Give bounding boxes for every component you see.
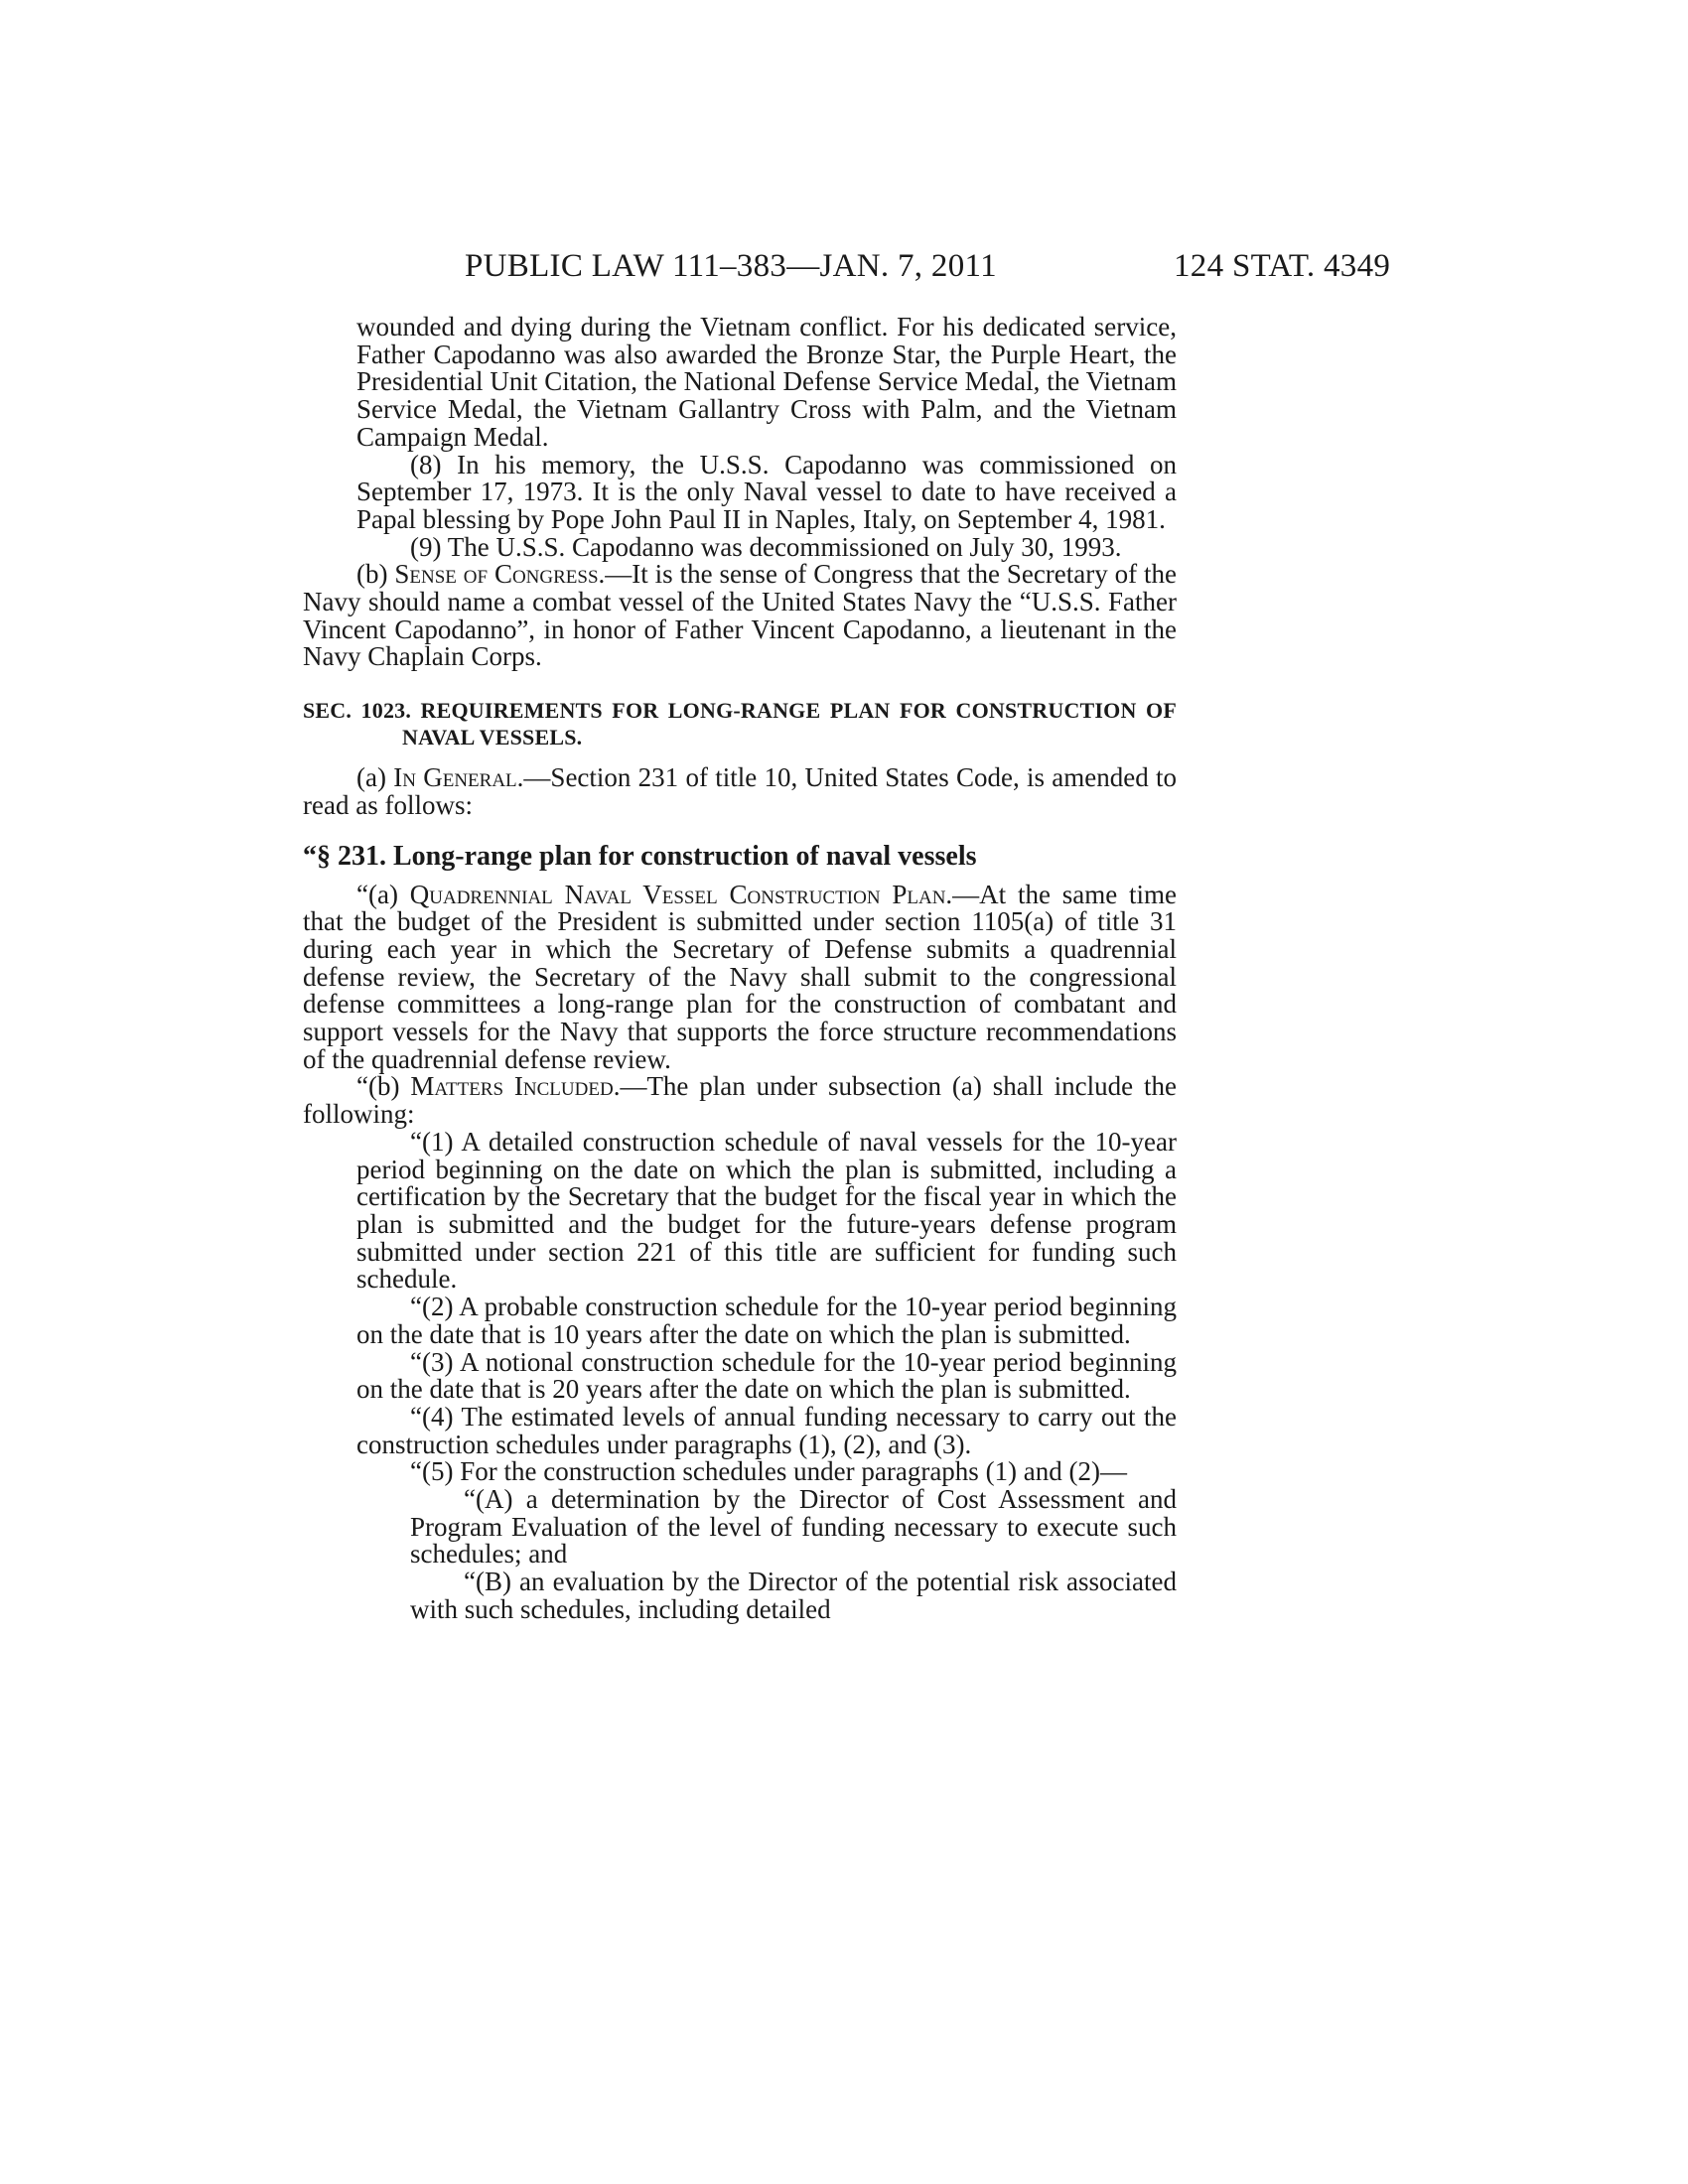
list-item-5-b: “(B) an evaluation by the Director of the potential risk associated with such schedules, including detailed (410, 1567, 1177, 1624)
quadrennial-plan-caption: Quadrennial Naval Vessel Construction Plan (409, 879, 946, 909)
subsection-a-prefix: (a) (356, 762, 394, 793)
matters-included-prefix: “(b) (356, 1071, 411, 1102)
list-item-5: “(5) For the construction schedules under paragraphs (1) and (2)— (410, 1456, 1128, 1487)
list-item-3: “(3) A notional construction schedule for the 10-year period beginning on the date that is 20 years after the date on which the plan is submitted. (356, 1346, 1177, 1405)
paragraph-9: (9) The U.S.S. Capodanno was decommissioned on July 30, 1993. (410, 531, 1122, 562)
paragraph-7-continued: wounded and dying during the Vietnam conflict. For his dedicated service, Father Capodanno was also awarded the Bronze Star, the Purple Heart, the Presidential Unit Citation, the National Defense Service Medal, the Vietnam Service Medal, the Vietnam Gallantry Cross with Palm, and the Vietnam Campaign Medal. (356, 312, 1177, 452)
matters-included-caption: Matters Included (410, 1071, 614, 1102)
paragraph-8: (8) In his memory, the U.S.S. Capodanno was commissioned on September 17, 1973. It is the only Naval vessel to date to have received a Papal blessing by Pope John Paul II in Naples, Italy, on September 4, 1981. (356, 449, 1177, 534)
subsection-a-caption: In General (393, 762, 517, 793)
matters-included-paragraph (303, 1073, 1177, 1128)
subsection-a-in-general (303, 764, 1177, 819)
subsection-b-prefix: (b) (356, 559, 395, 590)
subsection-b-caption: Sense of Congress (394, 559, 599, 590)
quadrennial-plan-paragraph (303, 879, 1177, 1074)
list-item-4: “(4) The estimated levels of annual funding necessary to carry out the construction schedules under paragraphs (1), (2), and (3). (356, 1401, 1177, 1459)
quadrennial-plan-prefix: “(a) (356, 879, 410, 909)
running-header-title: PUBLIC LAW 111–383—JAN. 7, 2011 (465, 248, 997, 284)
matters-included-text: .—The plan under subsection (a) shall include the following: (303, 1071, 1177, 1130)
list-item-2: “(2) A probable construction schedule for the 10-year period beginning on the date that is 10 years after the date on which the plan is submitted. (356, 1292, 1177, 1349)
subsection-b-sense-of-congress (303, 561, 1177, 671)
subsection-a-text: .—Section 231 of title 10, United States Code, is amended to read as follows: (303, 762, 1178, 820)
subsection-b-text: .—It is the sense of Congress that the Secretary of the Navy should name a combat vessel of the United States Navy the “U.S.S. Father Vincent Capodanno”, in honor of Father Vincent Capodanno, a lieutenant in the Navy Chaplain Corps. (303, 559, 1178, 672)
list-item-5-a: “(A) a determination by the Director of Cost Assessment and Program Evaluation of the level of funding necessary to execute such schedules; and (410, 1484, 1177, 1570)
list-item-1: “(1) A detailed construction schedule of naval vessels for the 10-year period beginning on the date on which the plan is submitted, including a certification by the Secretary that the budget for the fiscal year in which the plan is submitted and the budget for the future-years defense program submitted under section 221 of this title are sufficient for funding such schedule. (356, 1126, 1177, 1295)
section-231-heading: “§ 231. Long-range plan for construction of naval vessels (303, 840, 977, 872)
quadrennial-plan-text: .—At the same time that the budget of the President is submitted under section 1105(a) of title 31 during each year in which the Secretary of Defense submits a quadrennial defense review, the Secretary of the Navy shall submit to the congressional defense committees a long-range plan for the construction of combatant and support vessels for the Navy that supports the force structure recommendations of the quadrennial defense review. (303, 879, 1177, 1074)
running-header-stat-page: 124 STAT. 4349 (1174, 248, 1391, 284)
document-body (303, 314, 1177, 1624)
section-heading-1023: SEC. 1023. REQUIREMENTS FOR LONG-RANGE PLAN FOR CONSTRUCTION OF NAVAL VESSELS. (303, 698, 1177, 751)
